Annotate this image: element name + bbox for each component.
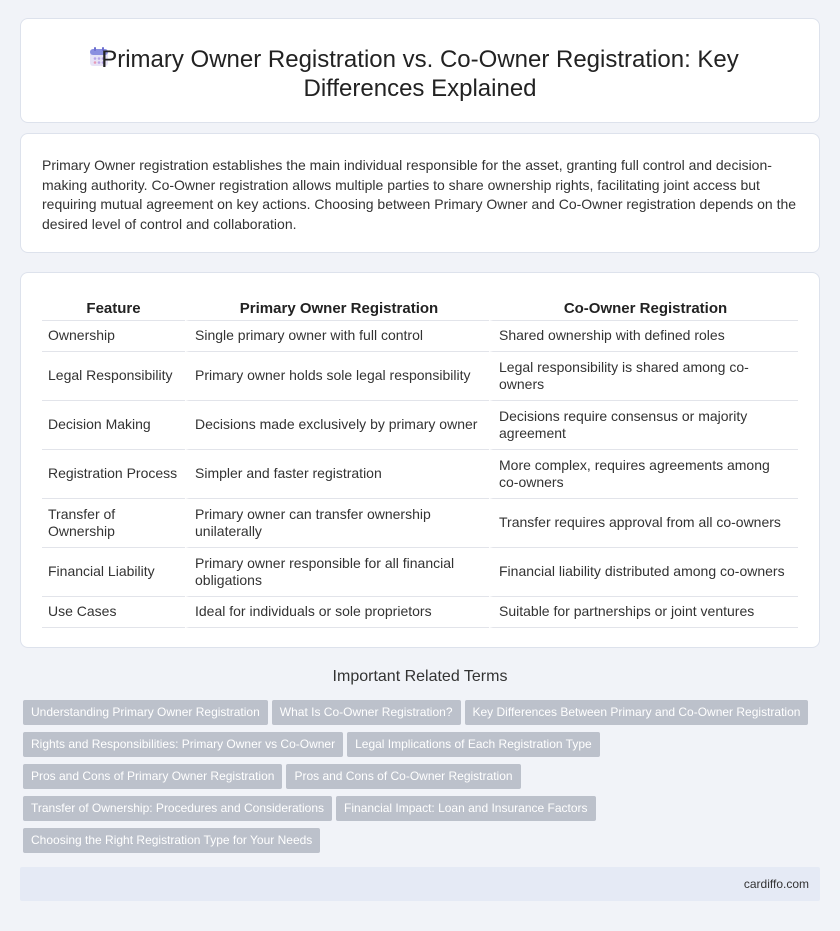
intro-text: Primary Owner registration establishes the main individual responsible for the asset, granting full control and decision-making authority. Co-Owner registration allows multiple parties to share ownership rights, facilitating joint access but requiring mutual agreement on key actions. Choosing between Primary Owner and Co-Owner registration depends on the desired level of control and collaboration. [42,157,797,232]
row-co-owner: Shared ownership with defined roles [489,321,798,352]
page-title [21,45,819,103]
title-card [20,18,820,123]
row-primary-owner: Decisions made exclusively by primary owner [185,401,489,450]
row-co-owner: More complex, requires agreements among co-owners [489,450,798,499]
related-terms-list [23,700,813,860]
related-tag[interactable]: Financial Impact: Loan and Insurance Factors [336,796,595,821]
tag-row [23,828,813,860]
comparison-table-card [20,272,820,648]
related-tag[interactable]: Pros and Cons of Co-Owner Registration [286,764,520,789]
related-tag[interactable]: Legal Implications of Each Registration Type [347,732,600,757]
row-feature: Registration Process [42,450,185,499]
page-title-line-2: Differences Explained [303,75,537,102]
intro-card [20,133,820,253]
row-primary-owner: Ideal for individuals or sole proprietors [185,597,489,628]
row-feature: Legal Responsibility [42,352,185,401]
row-primary-owner: Primary owner holds sole legal responsibility [185,352,489,401]
tag-row [23,764,813,796]
related-tag[interactable]: Choosing the Right Registration Type for Your Needs [23,828,320,853]
related-tag[interactable]: Pros and Cons of Primary Owner Registration [23,764,282,789]
row-co-owner: Decisions require consensus or majority agreement [489,401,798,450]
row-feature: Transfer of Ownership [42,499,185,548]
table-row [42,352,798,401]
related-tag[interactable]: Key Differences Between Primary and Co-Owner Registration [465,700,809,725]
row-co-owner: Transfer requires approval from all co-owners [489,499,798,548]
footer-site-link[interactable]: cardiffo.com [743,877,809,891]
row-feature: Financial Liability [42,548,185,597]
related-tag[interactable]: Understanding Primary Owner Registration [23,700,268,725]
table-row [42,450,798,499]
tag-row [23,700,813,732]
tag-row [23,796,813,828]
header-feature: Feature [42,297,185,321]
table-row [42,597,798,628]
header-co-owner: Co-Owner Registration [489,297,798,321]
table-row [42,401,798,450]
header-primary-owner: Primary Owner Registration [185,297,489,321]
comparison-table [42,297,798,628]
row-feature: Ownership [42,321,185,352]
row-co-owner: Financial liability distributed among co-owners [489,548,798,597]
row-feature: Decision Making [42,401,185,450]
table-row [42,548,798,597]
row-primary-owner: Simpler and faster registration [185,450,489,499]
row-primary-owner: Primary owner responsible for all financial obligations [185,548,489,597]
tag-row [23,732,813,764]
row-primary-owner: Single primary owner with full control [185,321,489,352]
page-title-line-1: Primary Owner Registration vs. Co-Owner Registration: Key [101,46,739,73]
related-tag[interactable]: What Is Co-Owner Registration? [272,700,461,725]
table-header-row [42,297,798,321]
related-terms-heading: Important Related Terms [332,668,508,685]
table-row [42,499,798,548]
row-co-owner: Legal responsibility is shared among co-owners [489,352,798,401]
related-tag[interactable]: Rights and Responsibilities: Primary Owner vs Co-Owner [23,732,343,757]
row-feature: Use Cases [42,597,185,628]
footer [20,867,820,901]
related-tag[interactable]: Transfer of Ownership: Procedures and Considerations [23,796,332,821]
row-co-owner: Suitable for partnerships or joint ventures [489,597,798,628]
table-row [42,321,798,352]
row-primary-owner: Primary owner can transfer ownership unilaterally [185,499,489,548]
